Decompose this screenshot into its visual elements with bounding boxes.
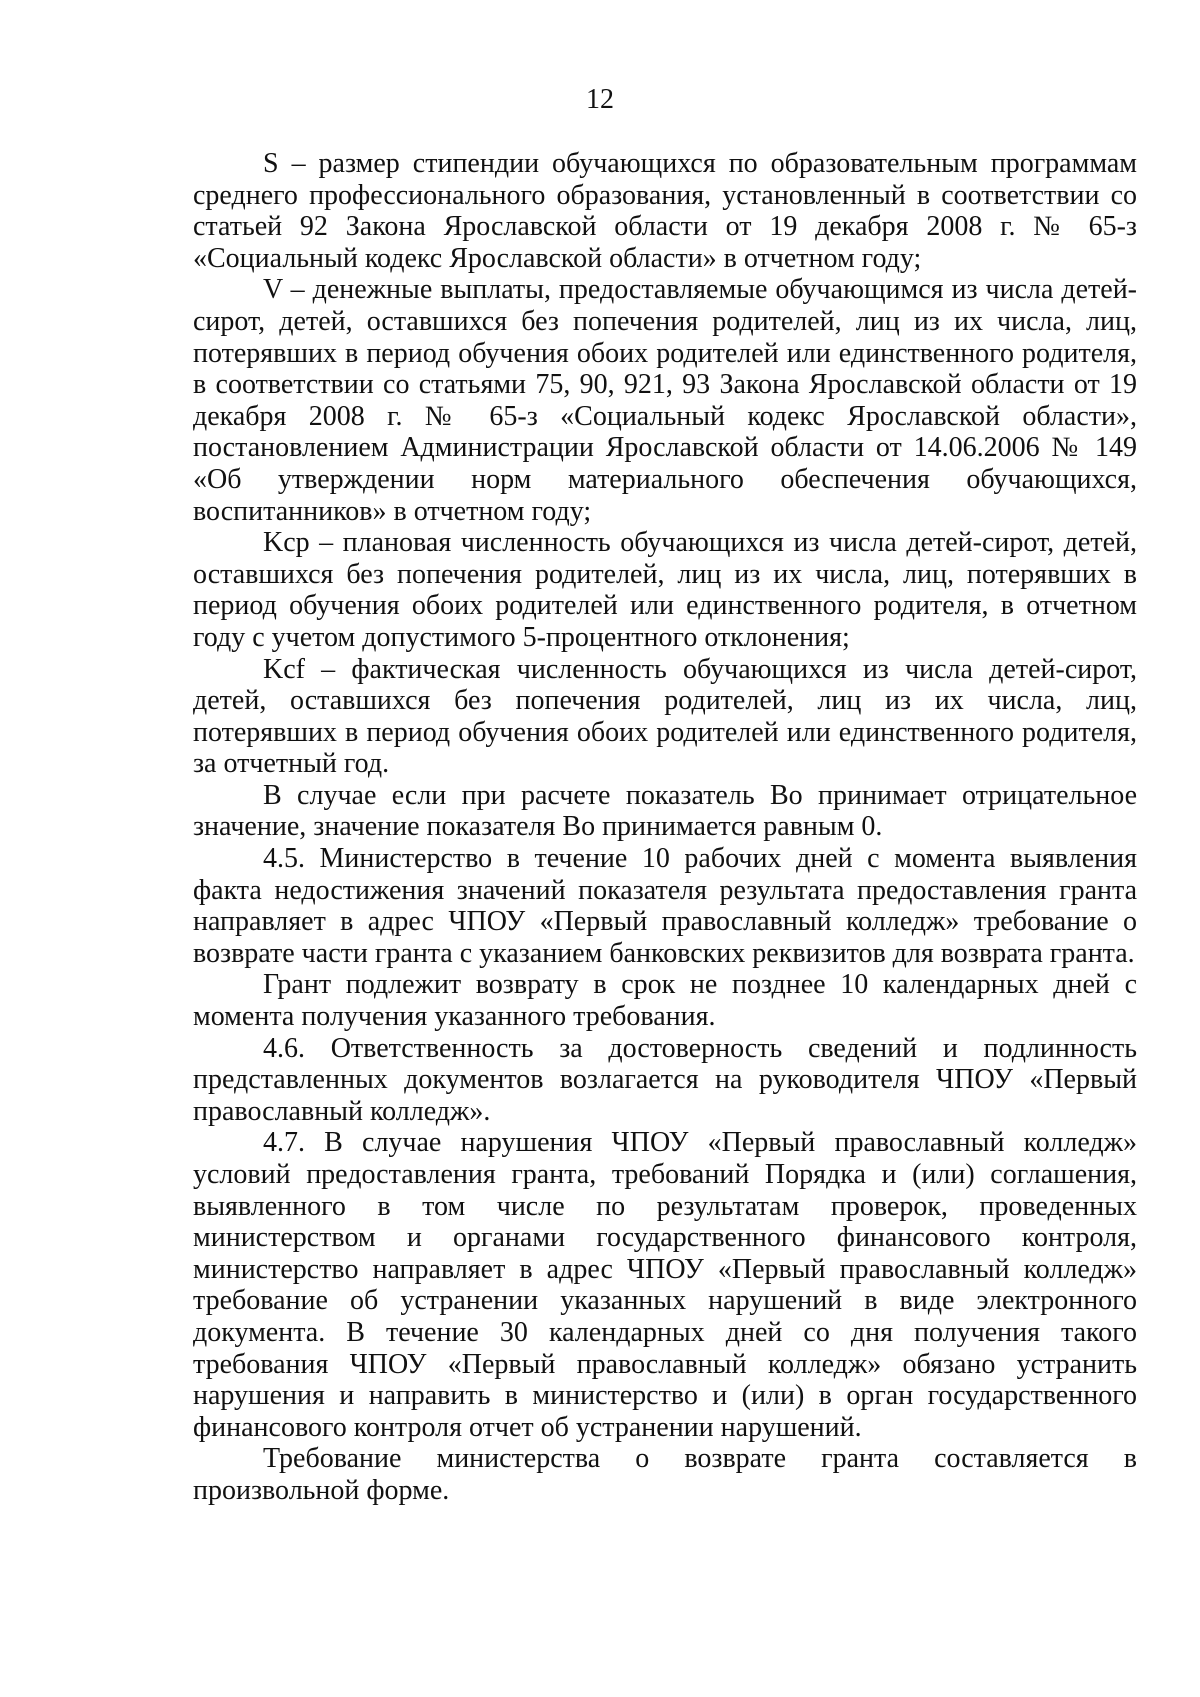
paragraph-s-definition: S – размер стипендии обучающихся по образовательным программам среднего профессионального образования, установленный в соответствии со статьей 92 Закона Ярославской области от 19 декабря 2008 г. № 65-з «Социальный кодекс Ярославской области» в отчетном году; — [193, 148, 1137, 274]
paragraph-negative-value-rule: В случае если при расчете показатель Bо принимает отрицательное значение, значение показателя Bо принимается равным 0. — [193, 779, 1137, 843]
paragraph-requirement-form: Требование министерства о возврате гранта составляется в произвольной форме. — [193, 1443, 1137, 1506]
page-number: 12 — [586, 84, 614, 115]
paragraph-kcp-definition: Kcp – плановая численность обучающихся из числа детей-сирот, детей, оставшихся без попечения родителей, лиц из их числа, лиц, потерявших в период обучения обоих родителей или единственного родителя, в отчетном году с учетом допустимого 5-процентного отклонения; — [193, 527, 1137, 653]
paragraph-v-definition: V – денежные выплаты, предоставляемые обучающимся из числа детей-сирот, детей, оставшихся без попечения родителей, лиц из их числа, лиц, потерявших в период обучения обоих родителей или единственного родителя, в соответствии со статьями 75, 90, 921, 93 Закона Ярославской области от 19 декабря 2008 г. № 65-з «Социальный кодекс Ярославской области», постановлением Администрации Ярославской области от 14.06.2006 № 149 «Об утверждении норм материального обеспечения обучающихся, воспитанников» в отчетном году; — [193, 274, 1137, 527]
paragraph-grant-return-term: Грант подлежит возврату в срок не позднее 10 календарных дней с момента получения указанного требования. — [193, 969, 1137, 1033]
paragraph-clause-4-5: 4.5. Министерство в течение 10 рабочих дней с момента выявления факта недостижения значений показателя результата предоставления гранта направляет в адрес ЧПОУ «Первый православный колледж» требование о возврате части гранта с указанием банковских реквизитов для возврата гранта. — [193, 843, 1137, 969]
paragraph-kcf-definition: Kcf – фактическая численность обучающихся из числа детей-сирот, детей, оставшихся без попечения родителей, лиц из их числа, лиц, потерявших в период обучения обоих родителей или единственного родителя, за отчетный год. — [193, 653, 1137, 780]
paragraph-clause-4-7: 4.7. В случае нарушения ЧПОУ «Первый православный колледж» условий предоставления гранта, требований Порядка и (или) соглашения, выявленного в том числе по результатам проверок, проведенных министерством и органами государственного финансового контроля, министерство направляет в адрес ЧПОУ «Первый православный колледж» требование об устранении указанных нарушений в виде электронного документа. В течение 30 календарных дней со дня получения такого требования ЧПОУ «Первый православный колледж» обязано устранить нарушения и направить в министерство и (или) в орган государственного финансового контроля отчет об устранении нарушений. — [193, 1127, 1137, 1443]
paragraph-clause-4-6: 4.6. Ответственность за достоверность сведений и подлинность представленных документов возлагается на руководителя ЧПОУ «Первый православный колледж». — [193, 1032, 1137, 1127]
document-body — [193, 148, 1137, 1507]
